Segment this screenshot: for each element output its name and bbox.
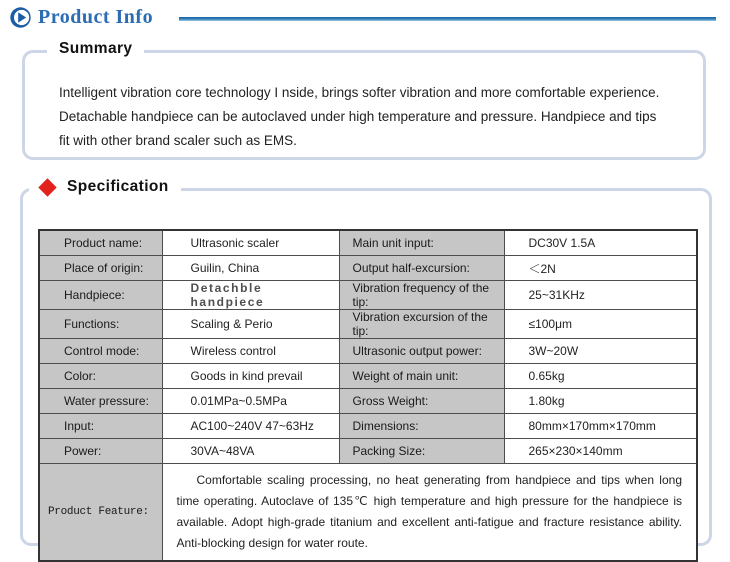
spec-label: Gross Weight: (339, 389, 504, 414)
spec-label: Vibration frequency of the tip: (339, 281, 504, 310)
spec-label: Main unit input: (339, 230, 504, 256)
spec-label: Input: (39, 414, 162, 439)
spec-label: Place of origin: (39, 256, 162, 281)
spec-value: Goods in kind prevail (162, 364, 339, 389)
table-row (39, 281, 697, 310)
spec-label: Packing Size: (339, 439, 504, 464)
spec-label: Control mode: (39, 339, 162, 364)
spec-value: 0.01MPa~0.5MPa (162, 389, 339, 414)
spec-label: Vibration excursion of the tip: (339, 310, 504, 339)
spec-value: ＜2N (504, 256, 697, 281)
specification-table (38, 229, 698, 562)
page-header (10, 6, 716, 29)
spec-label: Water pressure: (39, 389, 162, 414)
table-row (39, 310, 697, 339)
summary-body-text: Intelligent vibration core technology I nside, brings softer vibration and more comfortable experience. Detachable handpiece can be autoclaved under high temperature and pressure. Handpiece and tips fit with other brand scaler such as EMS. (59, 85, 660, 148)
spec-label: Power: (39, 439, 162, 464)
summary-section-title (47, 40, 144, 58)
spec-value: Wireless control (162, 339, 339, 364)
table-row (39, 230, 697, 256)
spec-label: Weight of main unit: (339, 364, 504, 389)
spec-value: 0.65kg (504, 364, 697, 389)
spec-label: Ultrasonic output power: (339, 339, 504, 364)
spec-value: 80mm×170mm×170mm (504, 414, 697, 439)
spec-label: Product name: (39, 230, 162, 256)
spec-value: ≤100μm (504, 310, 697, 339)
spec-value: Ultrasonic scaler (162, 230, 339, 256)
spec-value: 25~31KHz (504, 281, 697, 310)
table-row (39, 439, 697, 464)
spec-value: Detachble handpiece (162, 281, 339, 310)
spec-value: 3W~20W (504, 339, 697, 364)
spec-value: AC100~240V 47~63Hz (162, 414, 339, 439)
table-row (39, 339, 697, 364)
specification-section-title (29, 178, 181, 196)
spec-value: 1.80kg (504, 389, 697, 414)
spec-value: Scaling & Perio (162, 310, 339, 339)
spec-label: Handpiece: (39, 281, 162, 310)
feature-text: Comfortable scaling processing, no heat generating from handpiece and tips when long time operating. Autoclave of 135℃ high temperature and high pressure for the handpiece is available. Adopt high-grade titanium and excellent anti-fatigue and fracture resistance ability. Anti-blocking design for water route. (162, 464, 697, 562)
play-circle-icon (10, 7, 31, 28)
spec-label: Functions: (39, 310, 162, 339)
table-row (39, 256, 697, 281)
specification-title-label: Specification (67, 178, 169, 195)
summary-title-label: Summary (59, 40, 133, 57)
spec-value: DC30V 1.5A (504, 230, 697, 256)
table-row (39, 389, 697, 414)
feature-row (39, 464, 697, 562)
header-rule (179, 17, 716, 21)
spec-label: Dimensions: (339, 414, 504, 439)
spec-value: 265×230×140mm (504, 439, 697, 464)
table-row (39, 364, 697, 389)
diamond-bullet-icon (38, 178, 56, 196)
page-title: Product Info (38, 6, 154, 28)
spec-value: Guilin, China (162, 256, 339, 281)
specification-section (20, 178, 712, 550)
feature-label: Product Feature: (39, 464, 162, 562)
spec-label: Color: (39, 364, 162, 389)
spec-value: 30VA~48VA (162, 439, 339, 464)
table-row (39, 414, 697, 439)
summary-section (22, 40, 706, 160)
spec-label: Output half-excursion: (339, 256, 504, 281)
